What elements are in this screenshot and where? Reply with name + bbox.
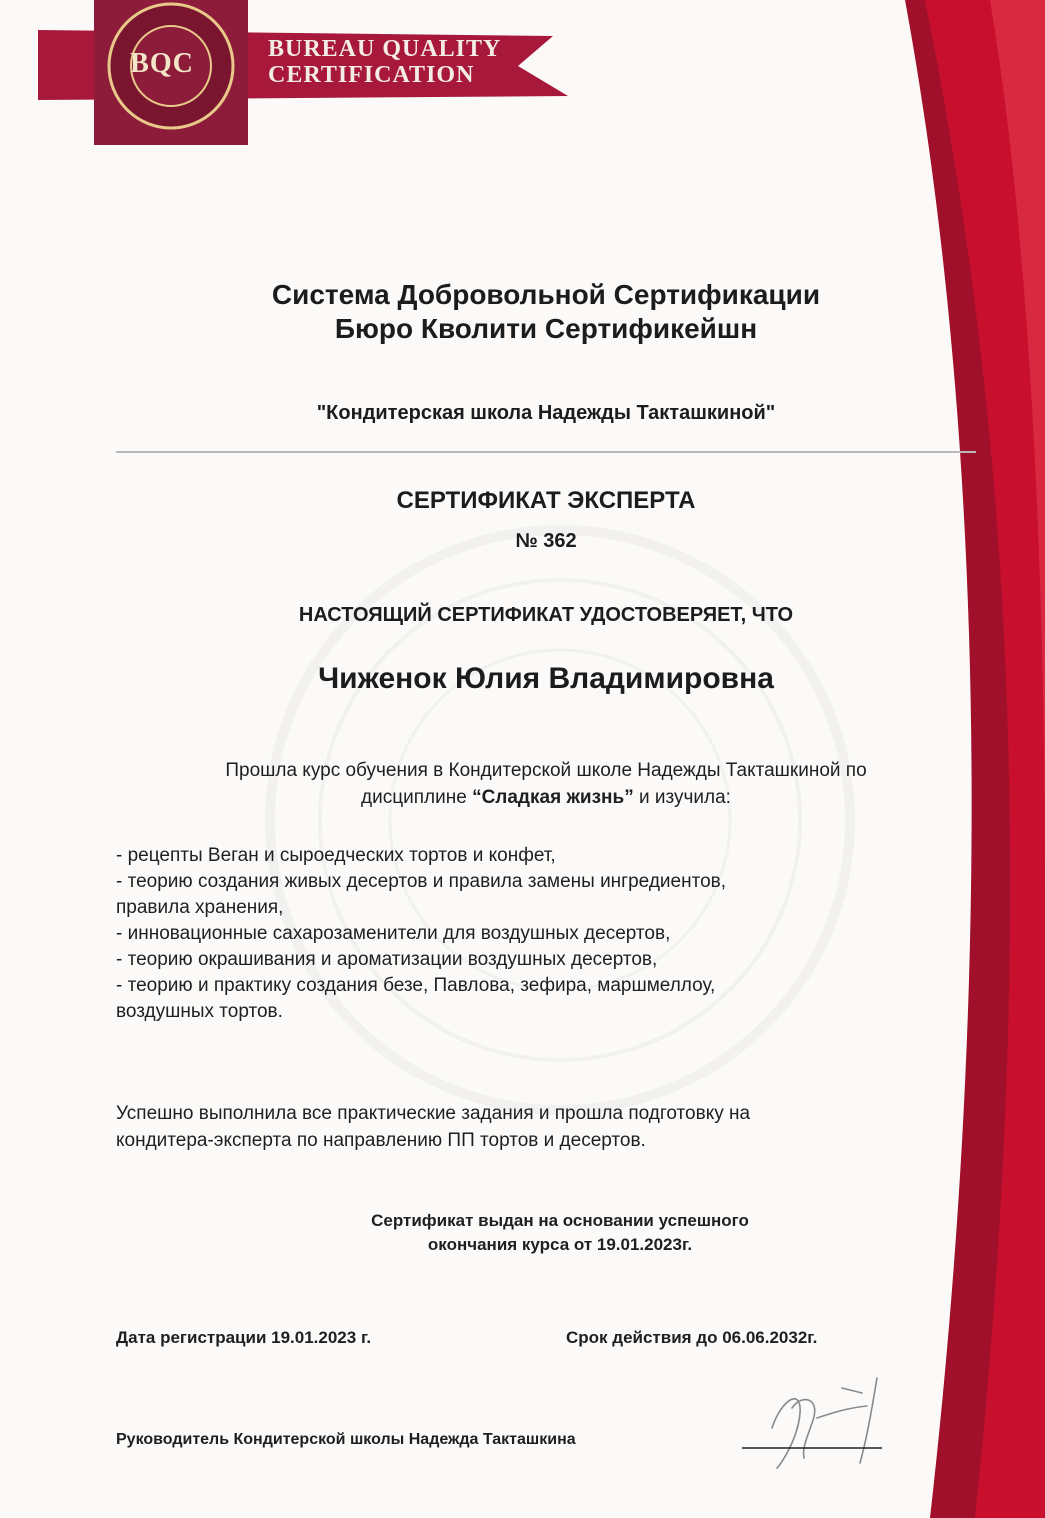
logo-banner-line2: CERTIFICATION bbox=[268, 62, 475, 88]
registration-date: Дата регистрации 19.01.2023 г. bbox=[116, 1328, 372, 1347]
system-line-1: Система Добровольной Сертификации bbox=[271, 279, 821, 310]
topic-item: - теорию создания живых десертов и правила замены ингредиентов, bbox=[116, 871, 727, 892]
school-name: "Кондитерская школа Надежды Такташкиной" bbox=[316, 402, 776, 424]
course-line-2 bbox=[116, 784, 976, 811]
valid-until-date: Срок действия до 06.06.2032г. bbox=[566, 1328, 818, 1347]
success-line-2: кондитера-эксперта по направлению ПП тортов и десертов. bbox=[116, 1130, 646, 1151]
discipline-name: “Сладкая жизнь” bbox=[472, 787, 634, 808]
topics-list bbox=[116, 843, 976, 1025]
success-line-1: Успешно выполнила все практические задания и прошла подготовку на bbox=[116, 1103, 751, 1124]
issued-line-1: Сертификат выдан на основании успешного bbox=[371, 1211, 749, 1230]
holder-name: Чиженок Юлия Владимировна bbox=[318, 662, 774, 695]
signature-label: Руководитель Кондитерской школы Надежда Такташкина bbox=[116, 1431, 576, 1448]
certificate-title: СЕРТИФИКАТ ЭКСПЕРТА bbox=[396, 487, 696, 514]
topic-item: - рецепты Веган и сыроедческих тортов и конфет, bbox=[116, 845, 556, 866]
course-line-2-prefix: дисциплине bbox=[361, 787, 473, 808]
logo-banner-text bbox=[268, 36, 501, 88]
topic-item: правила хранения, bbox=[116, 897, 284, 918]
success-statement bbox=[116, 1100, 976, 1154]
system-line-2: Бюро Кволити Сертификейшн bbox=[334, 313, 758, 344]
course-line-1: Прошла курс обучения в Кондитерской школе Надежды Такташкиной по bbox=[225, 760, 867, 781]
topic-item: - теорию окрашивания и ароматизации воздушных десертов, bbox=[116, 949, 658, 970]
issued-line-2: окончания курса от 19.01.2023г. bbox=[427, 1235, 693, 1254]
certification-system-title bbox=[116, 278, 976, 346]
topic-item: - теорию и практику создания безе, Павлова, зефира, маршмеллоу, bbox=[116, 975, 716, 996]
certificate-number: № 362 bbox=[515, 530, 577, 552]
logo-seal-abbr: BQC bbox=[130, 48, 194, 79]
course-line-2-suffix: и изучила: bbox=[633, 787, 731, 808]
logo-banner-line1: BUREAU QUALITY bbox=[268, 36, 502, 62]
signature-scribble bbox=[742, 1368, 892, 1478]
topic-item: - инновационные сахарозаменители для воздушных десертов, bbox=[116, 923, 671, 944]
divider-line bbox=[116, 451, 976, 453]
course-description bbox=[116, 757, 976, 811]
attest-statement: НАСТОЯЩИЙ СЕРТИФИКАТ УДОСТОВЕРЯЕТ, ЧТО bbox=[298, 604, 794, 626]
topic-item: воздушных тортов. bbox=[116, 1001, 283, 1022]
issued-statement bbox=[260, 1209, 860, 1257]
